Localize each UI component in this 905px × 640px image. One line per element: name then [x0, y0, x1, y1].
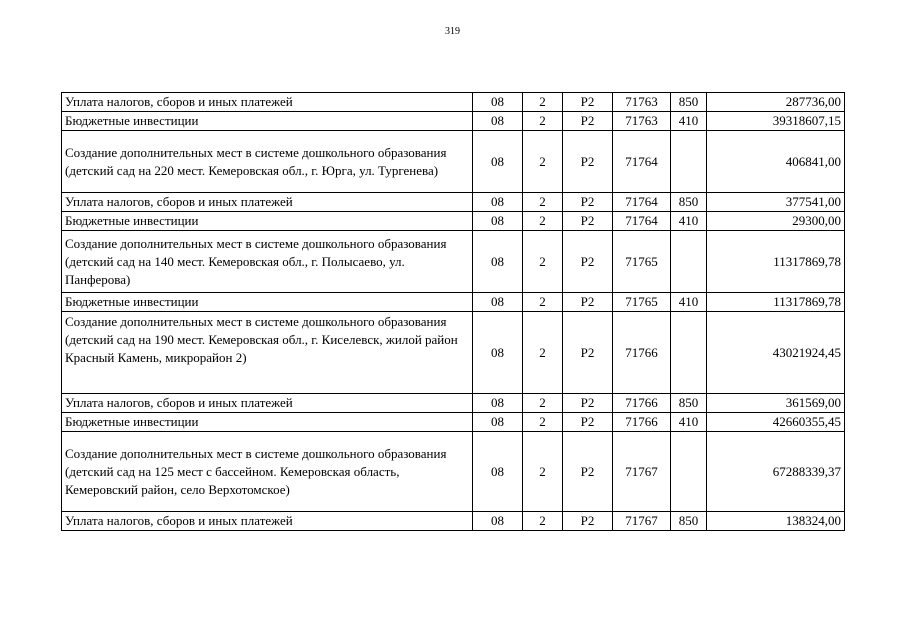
- table-row: [62, 112, 845, 131]
- program-code: P2: [563, 432, 613, 512]
- section-code: 08: [473, 131, 523, 193]
- table-row: [62, 432, 845, 512]
- subsection-code: 2: [523, 512, 563, 531]
- expense-type-code: 410: [671, 112, 707, 131]
- expense-name: Уплата налогов, сборов и иных платежей: [62, 394, 473, 413]
- amount: 138324,00: [707, 512, 845, 531]
- program-code: P2: [563, 112, 613, 131]
- target-code: 71765: [613, 231, 671, 293]
- section-code: 08: [473, 312, 523, 394]
- expense-type-code: [671, 432, 707, 512]
- target-code: 71766: [613, 413, 671, 432]
- program-code: P2: [563, 512, 613, 531]
- amount: 67288339,37: [707, 432, 845, 512]
- expense-name: Создание дополнительных мест в системе дошкольного образования (детский сад на 125 мест с бассейном. Кемеровская область, Кемеровский район, село Верхотомское): [62, 432, 473, 512]
- program-code: P2: [563, 93, 613, 112]
- program-code: P2: [563, 413, 613, 432]
- section-code: 08: [473, 212, 523, 231]
- program-code: P2: [563, 131, 613, 193]
- program-code: P2: [563, 293, 613, 312]
- expense-type-code: [671, 231, 707, 293]
- table-row: [62, 394, 845, 413]
- target-code: 71763: [613, 112, 671, 131]
- amount: 43021924,45: [707, 312, 845, 394]
- table-row: [62, 413, 845, 432]
- subsection-code: 2: [523, 432, 563, 512]
- expense-name: Уплата налогов, сборов и иных платежей: [62, 93, 473, 112]
- target-code: 71764: [613, 193, 671, 212]
- target-code: 71766: [613, 394, 671, 413]
- section-code: 08: [473, 432, 523, 512]
- expense-type-code: 850: [671, 93, 707, 112]
- table-row: [62, 312, 845, 394]
- expense-type-code: 410: [671, 413, 707, 432]
- section-code: 08: [473, 293, 523, 312]
- target-code: 71767: [613, 432, 671, 512]
- table-row: [62, 512, 845, 531]
- subsection-code: 2: [523, 212, 563, 231]
- subsection-code: 2: [523, 413, 563, 432]
- expense-name: Бюджетные инвестиции: [62, 112, 473, 131]
- expense-name: Создание дополнительных мест в системе дошкольного образования (детский сад на 140 мест. Кемеровская обл., г. Полысаево, ул. Панферова): [62, 231, 473, 293]
- program-code: P2: [563, 312, 613, 394]
- expense-type-code: 850: [671, 193, 707, 212]
- amount: 406841,00: [707, 131, 845, 193]
- amount: 29300,00: [707, 212, 845, 231]
- program-code: P2: [563, 231, 613, 293]
- section-code: 08: [473, 512, 523, 531]
- subsection-code: 2: [523, 93, 563, 112]
- expense-type-code: 410: [671, 293, 707, 312]
- expense-name: Бюджетные инвестиции: [62, 413, 473, 432]
- subsection-code: 2: [523, 293, 563, 312]
- amount: 42660355,45: [707, 413, 845, 432]
- table-row: [62, 231, 845, 293]
- budget-table: [61, 92, 845, 531]
- expense-name: Бюджетные инвестиции: [62, 212, 473, 231]
- expense-type-code: [671, 312, 707, 394]
- section-code: 08: [473, 413, 523, 432]
- table-row: [62, 193, 845, 212]
- amount: 11317869,78: [707, 293, 845, 312]
- amount: 377541,00: [707, 193, 845, 212]
- target-code: 71763: [613, 93, 671, 112]
- expense-name: Создание дополнительных мест в системе дошкольного образования (детский сад на 220 мест. Кемеровская обл., г. Юрга, ул. Тургенева): [62, 131, 473, 193]
- expense-type-code: 410: [671, 212, 707, 231]
- program-code: P2: [563, 394, 613, 413]
- amount: 361569,00: [707, 394, 845, 413]
- target-code: 71764: [613, 212, 671, 231]
- target-code: 71765: [613, 293, 671, 312]
- subsection-code: 2: [523, 394, 563, 413]
- expense-name: Бюджетные инвестиции: [62, 293, 473, 312]
- subsection-code: 2: [523, 131, 563, 193]
- program-code: P2: [563, 212, 613, 231]
- target-code: 71767: [613, 512, 671, 531]
- amount: 39318607,15: [707, 112, 845, 131]
- section-code: 08: [473, 112, 523, 131]
- expense-name: Уплата налогов, сборов и иных платежей: [62, 193, 473, 212]
- subsection-code: 2: [523, 193, 563, 212]
- section-code: 08: [473, 394, 523, 413]
- target-code: 71766: [613, 312, 671, 394]
- subsection-code: 2: [523, 312, 563, 394]
- amount: 287736,00: [707, 93, 845, 112]
- amount: 11317869,78: [707, 231, 845, 293]
- table-row: [62, 212, 845, 231]
- section-code: 08: [473, 193, 523, 212]
- target-code: 71764: [613, 131, 671, 193]
- expense-type-code: 850: [671, 512, 707, 531]
- subsection-code: 2: [523, 231, 563, 293]
- table-row: [62, 293, 845, 312]
- section-code: 08: [473, 231, 523, 293]
- expense-name: Уплата налогов, сборов и иных платежей: [62, 512, 473, 531]
- subsection-code: 2: [523, 112, 563, 131]
- section-code: 08: [473, 93, 523, 112]
- table-row: [62, 93, 845, 112]
- expense-name: Создание дополнительных мест в системе дошкольного образования (детский сад на 190 мест. Кемеровская обл., г. Киселевск, жилой район Красный Камень, микрорайон 2): [62, 312, 473, 394]
- table-row: [62, 131, 845, 193]
- expense-type-code: [671, 131, 707, 193]
- program-code: P2: [563, 193, 613, 212]
- expense-type-code: 850: [671, 394, 707, 413]
- page-number: 319: [445, 26, 460, 37]
